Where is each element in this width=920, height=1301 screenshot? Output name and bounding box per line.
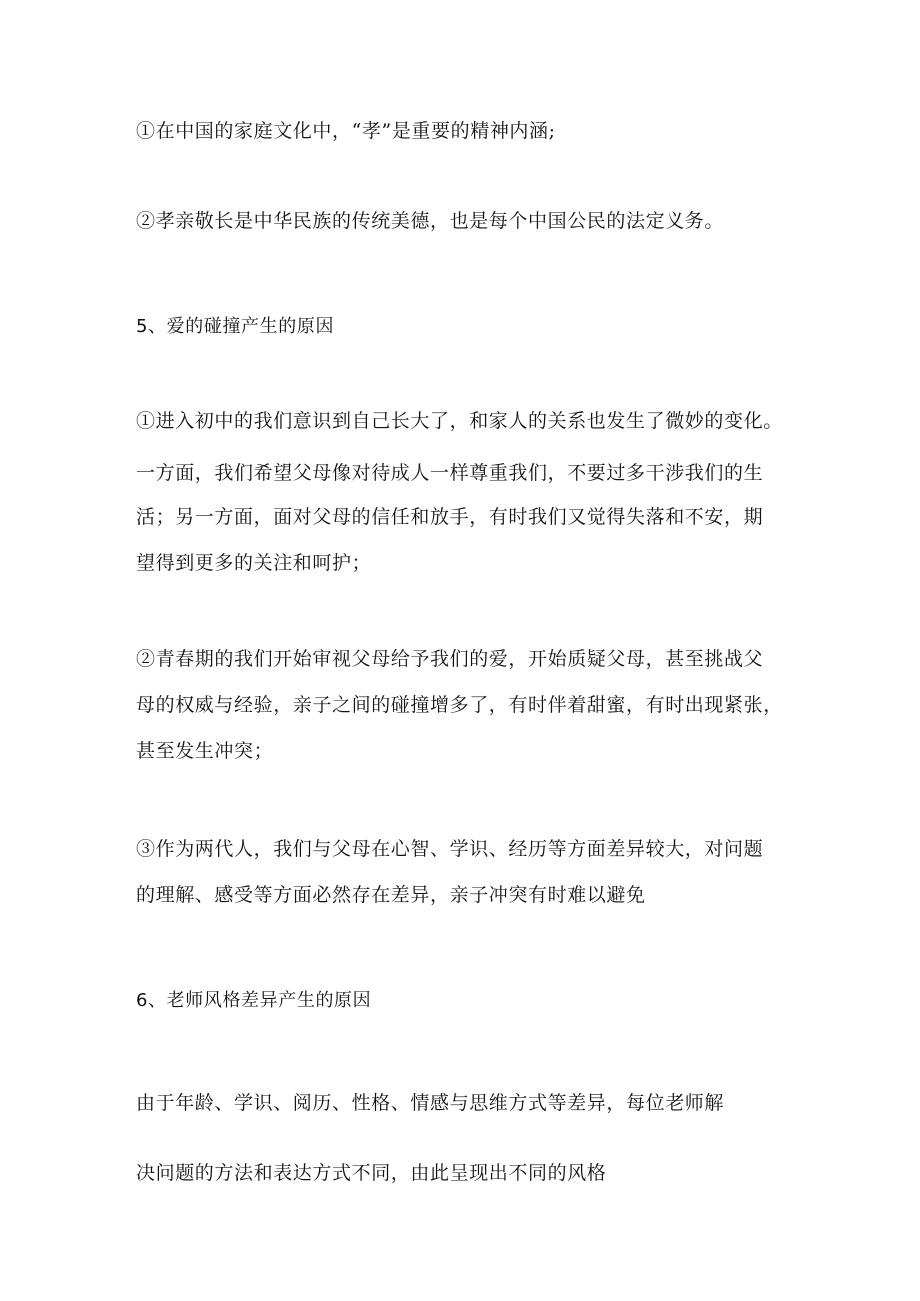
section-heading-5: 5、爱的碰撞产生的原因 [136, 316, 335, 337]
filial-culture-point-2: ②孝亲敬长是中华民族的传统美德，也是每个中国公民的法定义务。 [136, 210, 725, 232]
teacher-style-reason-line-2: 决问题的方法和表达方式不同，由此呈现出不同的风格 [136, 1162, 607, 1184]
teacher-style-reason-line-1: 由于年龄、学识、阅历、性格、情感与思维方式等差异，每位老师解 [136, 1092, 725, 1114]
love-collision-reason-2-line-2: 母的权威与经验，亲子之间的碰撞增多了，有时伴着甜蜜，有时出现紧张， [136, 694, 783, 716]
love-collision-reason-2-line-1: ②青春期的我们开始审视父母给予我们的爱，开始质疑父母，甚至挑战父 [136, 648, 764, 670]
love-collision-reason-1-line-4: 望得到更多的关注和呵护； [136, 552, 372, 574]
filial-culture-point-1: ①在中国的家庭文化中，“孝”是重要的精神内涵; [136, 120, 556, 142]
love-collision-reason-1-line-2: 一方面，我们希望父母像对待成人一样尊重我们，不要过多干涉我们的生 [136, 462, 764, 484]
love-collision-reason-1-line-3: 活；另一方面，面对父母的信任和放手，有时我们又觉得失落和不安，期 [136, 506, 764, 528]
section-heading-6: 6、老师风格差异产生的原因 [136, 990, 372, 1011]
love-collision-reason-1-line-1: ①进入初中的我们意识到自己长大了，和家人的关系也发生了微妙的变化。 [136, 410, 783, 432]
love-collision-reason-3-line-2: 的理解、感受等方面必然存在差异，亲子冲突有时难以避免 [136, 884, 646, 906]
love-collision-reason-2-line-3: 甚至发生冲突； [136, 740, 274, 762]
love-collision-reason-3-line-1: ③作为两代人，我们与父母在心智、学识、经历等方面差异较大，对问题 [136, 838, 764, 860]
